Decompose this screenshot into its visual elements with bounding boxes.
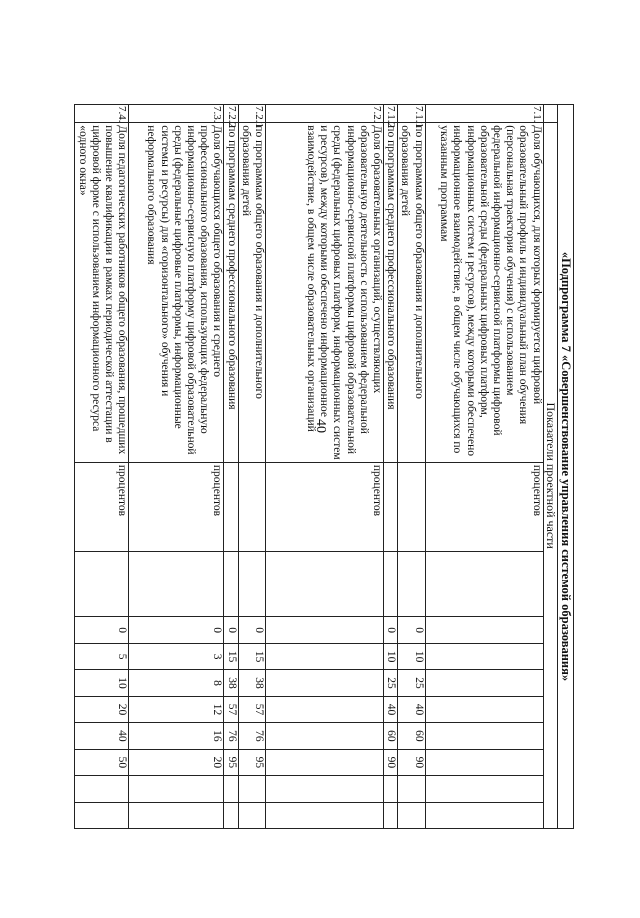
section-header-row [543,105,557,829]
value-cell [265,723,383,749]
value-cell [224,776,238,802]
row-number: 7.1. [425,105,543,123]
value-cell [383,776,397,802]
value-cell: 76 [238,723,265,749]
section-header: Показатели проектной части [543,123,557,829]
value-cell: 20 [75,696,129,722]
value-cell [265,617,383,643]
value-cell [265,670,383,696]
value-cell: 38 [238,670,265,696]
value-cell: 8 [129,670,224,696]
row-number: 7.2. [265,105,383,123]
unit-cell: процентов [265,462,383,551]
unit-cell [238,462,265,551]
value-cell: 5 [75,643,129,669]
value-cell: 0 [129,617,224,643]
value-cell [238,802,265,829]
value-cell: 0 [238,617,265,643]
value-cell: 40 [398,696,425,722]
row-number: 7.1.2 [385,106,398,128]
value-cell [75,802,129,829]
unit-cell: процентов [129,462,224,551]
row-number: 7.3. [129,105,224,123]
value-cell: 10 [383,643,397,669]
value-cell: 15 [238,643,265,669]
indicator-name: Доля образовательных организаций, осуществляющих образовательную деятельность с использованием федеральной информационно-сервисной платформы цифровой образовательной среды (федеральных цифровых платформ, информационных систем и ресурсов), между которыми обеспечено информационное взаимодействие, в общем числе образовательных организаций [265,123,383,463]
table-row [129,105,224,829]
empty-cell [398,552,425,617]
value-cell [425,776,543,802]
row-number: 7.1.1 [398,105,425,123]
value-cell: 40 [383,696,397,722]
value-cell [238,776,265,802]
table-row [224,105,238,829]
indicator-name: по программам среднего профессионального образования [383,123,397,463]
value-cell [398,776,425,802]
value-cell [265,749,383,775]
value-cell: 95 [238,749,265,775]
value-cell: 57 [238,696,265,722]
value-cell: 60 [398,723,425,749]
value-cell [265,643,383,669]
title-row [557,105,573,829]
value-cell [265,776,383,802]
value-cell: 16 [129,723,224,749]
value-cell [425,723,543,749]
value-cell: 3 [129,643,224,669]
row-number: 7.4. [75,105,129,123]
value-cell [129,802,224,829]
value-cell: 10 [75,670,129,696]
value-cell: 0 [75,617,129,643]
value-cell [398,802,425,829]
unit-cell [383,462,397,551]
value-cell: 76 [224,723,238,749]
value-cell [265,802,383,829]
value-cell [265,696,383,722]
empty-cell [383,552,397,617]
value-cell: 0 [383,617,397,643]
table-row [425,105,543,829]
value-cell: 25 [398,670,425,696]
value-cell [425,643,543,669]
row-number: 7.2.1 [238,105,265,123]
empty-cell [425,552,543,617]
empty-cell [75,552,129,617]
indicator-name: Доля обучающихся, для которых формируется цифровой образовательный профиль и индивидуальный план обучения (персональная траектория обучения) с использованием федеральной информационно-сервисной платформы цифровой образовательной среды (федеральных цифровых платформ, информационных систем и ресурсов), между которыми обеспечено информационное взаимодействие, в общем числе обучающихся по указанным программам [425,123,543,463]
value-cell [383,802,397,829]
value-cell [425,696,543,722]
value-cell: 95 [224,749,238,775]
value-cell [75,776,129,802]
value-cell: 0 [398,617,425,643]
table-row [398,105,425,829]
value-cell: 38 [224,670,238,696]
value-cell: 10 [398,643,425,669]
table-row [383,105,397,829]
indicator-name: Доля обучающихся общего образования и среднего профессионального образования, использующих федеральную информационно-сервисную платформу цифровой образовательной среды (федеральные цифровые платформы, информационные системы и ресурсы) для «горизонтального» обучения и неформального образования [129,123,224,463]
empty-cell [224,552,238,617]
value-cell [224,802,238,829]
value-cell: 40 [75,723,129,749]
empty-cell [265,552,383,617]
value-cell: 50 [75,749,129,775]
indicator-name: по программам общего образования и дополнительного образования детей [398,123,425,463]
indicator-name: по программам среднего профессионального образования [224,123,238,463]
subprogram-title: «Подпрограмма 7 «Совершенствование управления системой образования» [557,105,573,829]
unit-cell: процентов [425,462,543,551]
value-cell [425,802,543,829]
indicators-table [74,104,574,829]
table-row [238,105,265,829]
table-row [265,105,383,829]
value-cell: 20 [129,749,224,775]
value-cell [425,670,543,696]
value-cell: 60 [383,723,397,749]
value-cell: 90 [398,749,425,775]
unit-cell [224,462,238,551]
value-cell [129,776,224,802]
unit-cell [398,462,425,551]
table-frame [54,104,574,829]
value-cell: 57 [224,696,238,722]
indicator-name: по программам общего образования и дополнительного образования детей [238,123,265,463]
page-number: 40 [313,419,328,433]
value-cell: 0 [224,617,238,643]
empty-cell [129,552,224,617]
value-cell: 15 [224,643,238,669]
value-cell: 25 [383,670,397,696]
value-cell: 90 [383,749,397,775]
table-row [75,105,129,829]
rotated-page [0,16,640,916]
empty-cell [238,552,265,617]
value-cell [425,617,543,643]
row-number: 7.2.2 [225,106,238,128]
unit-cell: процентов [75,462,129,551]
indicator-name: Доля педагогических работников общего образования, прошедших повышение квалификации в рамках периодической аттестации в цифровой форме с использованием информационного ресурса «одного окна» [75,123,129,463]
value-cell: 12 [129,696,224,722]
value-cell [425,749,543,775]
